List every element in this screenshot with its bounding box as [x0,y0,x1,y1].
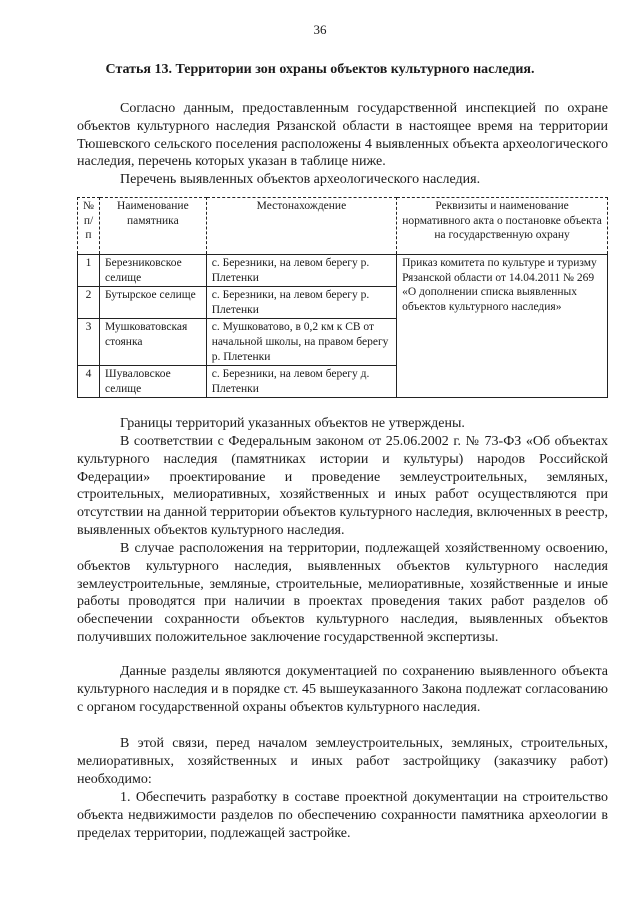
row-num: 2 [78,287,100,319]
act-details: Приказ комитета по культуре и туризму Рязанской области от 14.04.2011 № 269 «О дополнении списка выявленных объектов культурного наследия» [397,255,608,398]
row-location: с. Березники, на левом берегу р. Плетенки [206,287,396,319]
row-location: с. Мушковатово, в 0,2 км к СВ от начальной школы, на правом берегу р. Плетенки [206,319,396,366]
intro-paragraph: Согласно данным, предоставленным государственной инспекцией по охране объектов культурного наследия Рязанской области в настоящее время на территории Тюшевского сельского поселения расположены 4 выявленных объекта археологического наследия, перечень которых указан в таблице ниже. [77,101,608,170]
row-num: 3 [78,319,100,366]
row-name: Мушковатовская стоянка [99,319,206,366]
row-location: с. Березники, на левом берегу р. Плетенки [206,255,396,287]
borders-note: Границы территорий указанных объектов не утверждены. [120,416,465,431]
header-num: № п/п [78,198,100,255]
header-act: Реквизиты и наименование нормативного акта о постановке объекта на государственную охрану [397,198,608,255]
table-header-row [78,198,608,255]
heritage-objects-table [77,197,608,398]
header-name: Наименование памятника [99,198,206,255]
page-number: 36 [313,22,327,37]
list-heading: Перечень выявленных объектов археологического наследия. [120,172,481,187]
row-name: Бутырское селище [99,287,206,319]
row-name: Березниковское селище [99,255,206,287]
documentation-paragraph: Данные разделы являются документацией по сохранению выявленного объекта культурного наследия и в порядке ст. 45 вышеуказанного Закона подлежат согласованию с органом государственной охраны объектов культурного наследия. [77,664,608,715]
article-title: Статья 13. Территории зон охраны объектов культурного наследия. [105,62,535,77]
economic-use-paragraph: В случае расположения на территории, подлежащей хозяйственному освоению, объектов культурного наследия, выявленных объектов культурного наследия землеустроительные, земляные, строительные, мелиоративные, хозяйственные и иные работы проводятся при наличии в проектах проведения таких работ разделов об обеспечении сохранности объектов культурного наследия, выявленных объектов получивших положительное заключение государственной экспертизы. [77,541,608,645]
table-row [78,255,608,287]
row-location: с. Березники, на левом берегу д. Плетенки [206,366,396,398]
row-num: 4 [78,366,100,398]
row-name: Шуваловское селище [99,366,206,398]
header-location: Местонахождение [206,198,396,255]
row-num: 1 [78,255,100,287]
requirement-item-1: 1. Обеспечить разработку в составе проектной документации на строительство объекта недвижимости разделов по обеспечению сохранности памятника археологии в пределах территории, подлежащей застройке. [77,790,608,841]
federal-law-paragraph: В соответствии с Федеральным законом от 25.06.2002 г. № 73-ФЗ «Об объектах культурного наследия (памятниках истории и культуры) народов Российской Федерации» проектирование и проведение землеустроительных, земляных, строительных, мелиоративных, хозяйственных и иных работ осуществляются при отсутствии на данной территории объектов культурного наследия, включенных в реестр, выявленных объектов культурного наследия. [77,434,608,538]
requirements-paragraph: В этой связи, перед началом землеустроительных, земляных, строительных, мелиоративных, хозяйственных и иных работ застройщику (заказчику работ) необходимо: [77,736,608,787]
